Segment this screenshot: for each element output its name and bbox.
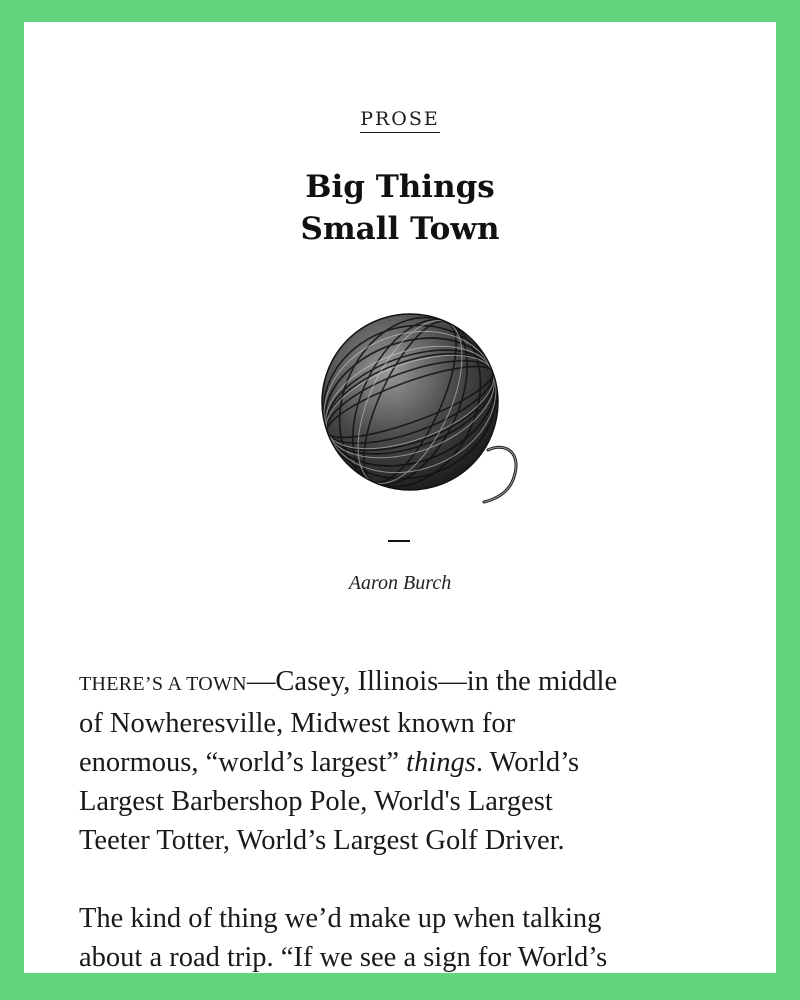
paragraph-1-line-3 <box>79 743 729 782</box>
category-label-wrap <box>24 108 776 133</box>
article-title <box>24 166 776 250</box>
paragraph-1-line-2: of Nowheresville, Midwest known for <box>79 708 516 739</box>
paragraph-1-line-3-b: . World’s <box>475 747 580 778</box>
article-body <box>79 662 729 1000</box>
section-divider <box>388 540 410 542</box>
paragraph-1-line-4: Largest Barbershop Pole, World's Largest <box>79 786 553 817</box>
author-byline[interactable]: Aaron Burch <box>348 572 452 594</box>
ball-of-twine-icon <box>300 302 520 512</box>
lead-in: THERE’S A TOWN <box>79 673 247 695</box>
emphasis-things: things <box>406 747 476 778</box>
title-line-1: Big Things <box>305 169 495 205</box>
paragraph-1-line-5: Teeter Totter, World’s Largest Golf Driver. <box>79 825 565 856</box>
paragraph-2 <box>79 899 729 977</box>
paragraph-2-line-2: about a road trip. “If we see a sign for World’s <box>79 942 608 973</box>
paragraph-1 <box>79 662 729 860</box>
category-label[interactable]: PROSE <box>360 108 440 133</box>
paragraph-1-line-3-a: enormous, “world’s largest” <box>79 747 407 778</box>
title-line-2: Small Town <box>300 211 500 247</box>
paragraph-1-line-1-text: —Casey, Illinois—in the middle <box>246 666 618 697</box>
paragraph-1-line-1 <box>79 662 729 704</box>
paragraph-2-line-1: The kind of thing we’d make up when talking <box>79 903 602 934</box>
